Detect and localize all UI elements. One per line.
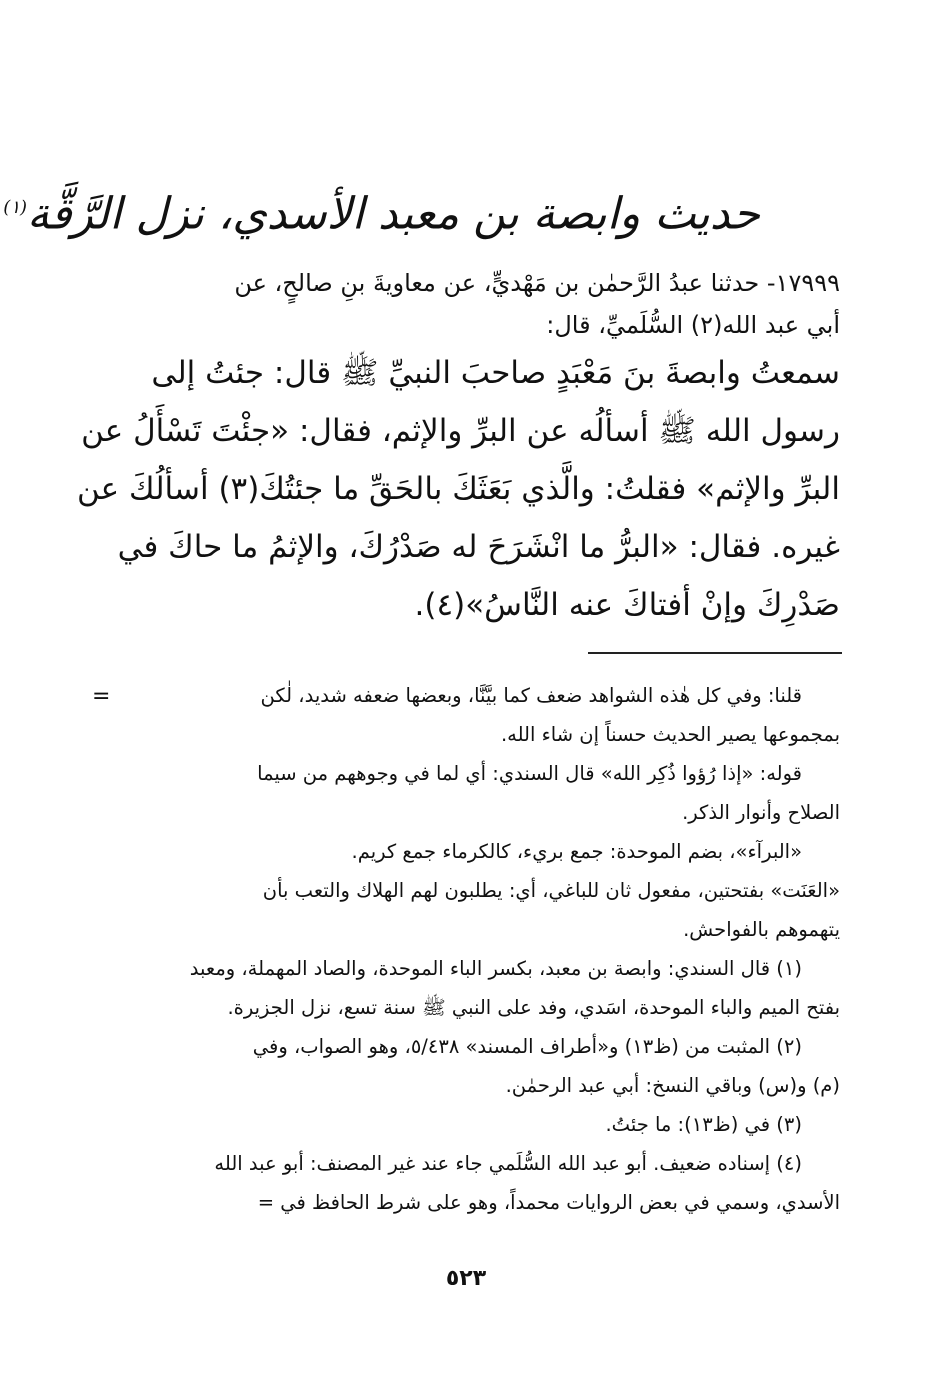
commentary-line: الصلاح وأنوار الذكر. (682, 801, 840, 824)
chapter-title (3, 168, 760, 255)
chapter-title-text: حديث وابصة بن معبد الأسدي، نزل الرَّقَّة (27, 188, 760, 240)
footnotes-area (128, 676, 840, 1222)
page-number: ٥٢٣ (445, 1266, 487, 1291)
commentary-line: يتهموهم بالفواحش. (683, 918, 840, 941)
commentary-line: «العَنَت» بفتحتين، مفعول ثان للباغي، أي: يطلبون لهم الهلاك والتعب بأن (262, 879, 840, 902)
footnote-separator (588, 652, 842, 654)
title-footnote-ref: (١) (3, 197, 28, 218)
footnote-line: (١) قال السندي: وابصة بن معبد، بكسر الباء الموحدة، والصاد المهملة، ومعبد (189, 957, 802, 980)
hadith-line: رسول الله ﷺ أسألُه عن البرِّ والإثم، فقال: «جئْتَ تَسْأَلُ عن (81, 413, 840, 449)
hadith-line: سمعتُ وابصةَ بنَ مَعْبَدٍ صاحبَ النبيِّ ﷺ قال: جئتُ إلى (151, 355, 840, 391)
isnad-line: ١٧٩٩٩- حدثنا عبدُ الرَّحمٰن بن مَهْديٍّ، عن معاويةَ بنِ صالحٍ، عن (234, 269, 840, 297)
hadith-line: صَدْرِكَ وإنْ أفتاكَ عنه النَّاسُ»(٤). (414, 587, 840, 623)
footnote-line: بفتح الميم والباء الموحدة، اسَدي، وفد على النبي ﷺ سنة تسع، نزل الجزيرة. (227, 996, 840, 1019)
footnote-line: (٣) في (ظ١٣): ما جئتُ. (605, 1113, 802, 1136)
commentary-line: قوله: «إذا رُؤوا ذُكِر الله» قال السندي: أي لما في وجوههم من سيما (257, 762, 802, 785)
commentary-line: قلنا: وفي كل هٰذه الشواهد ضعف كما بيَّنَّا، وبعضها ضعفه شديد، لٰكن (260, 684, 802, 707)
commentary-line: «البرآء»، بضم الموحدة: جمع بريء، كالكرماء جمع كريم. (351, 840, 802, 863)
hadith-line: غيره. فقال: «البرُّ ما انْشَرَحَ له صَدْرُكَ، والإثمُ ما حاكَ في (117, 529, 840, 565)
footnote-line: (٤) إسناده ضعيف. أبو عبد الله السُّلَمي جاء عند غير المصنف: أبو عبد الله (214, 1152, 802, 1175)
hadith-line: البرِّ والإثم» فقلتُ: والَّذي بَعَثَكَ بالحَقِّ ما جئتُكَ(٣) أسألُكَ عن (77, 471, 840, 507)
commentary-line: بمجموعها يصير الحديث حسناً إن شاء الله. (500, 723, 840, 746)
footnote-line: (٢) المثبت من (ظ١٣) و«أطراف المسند» ٥/٤٣٨، وهو الصواب، وفي (252, 1035, 802, 1058)
continuation-mark: = (92, 684, 111, 709)
footnote-line: (م) و(س) وباقي النسخ: أبي عبد الرحمٰن. (505, 1074, 840, 1097)
isnad-line: أبي عبد الله(٢) السُّلَميِّ، قال: (546, 311, 840, 339)
footnote-line: الأسدي، وسمي في بعض الروايات محمداً، وهو على شرط الحافظ في = (257, 1191, 840, 1214)
hadith-text (77, 344, 840, 634)
isnad-block (140, 262, 840, 346)
